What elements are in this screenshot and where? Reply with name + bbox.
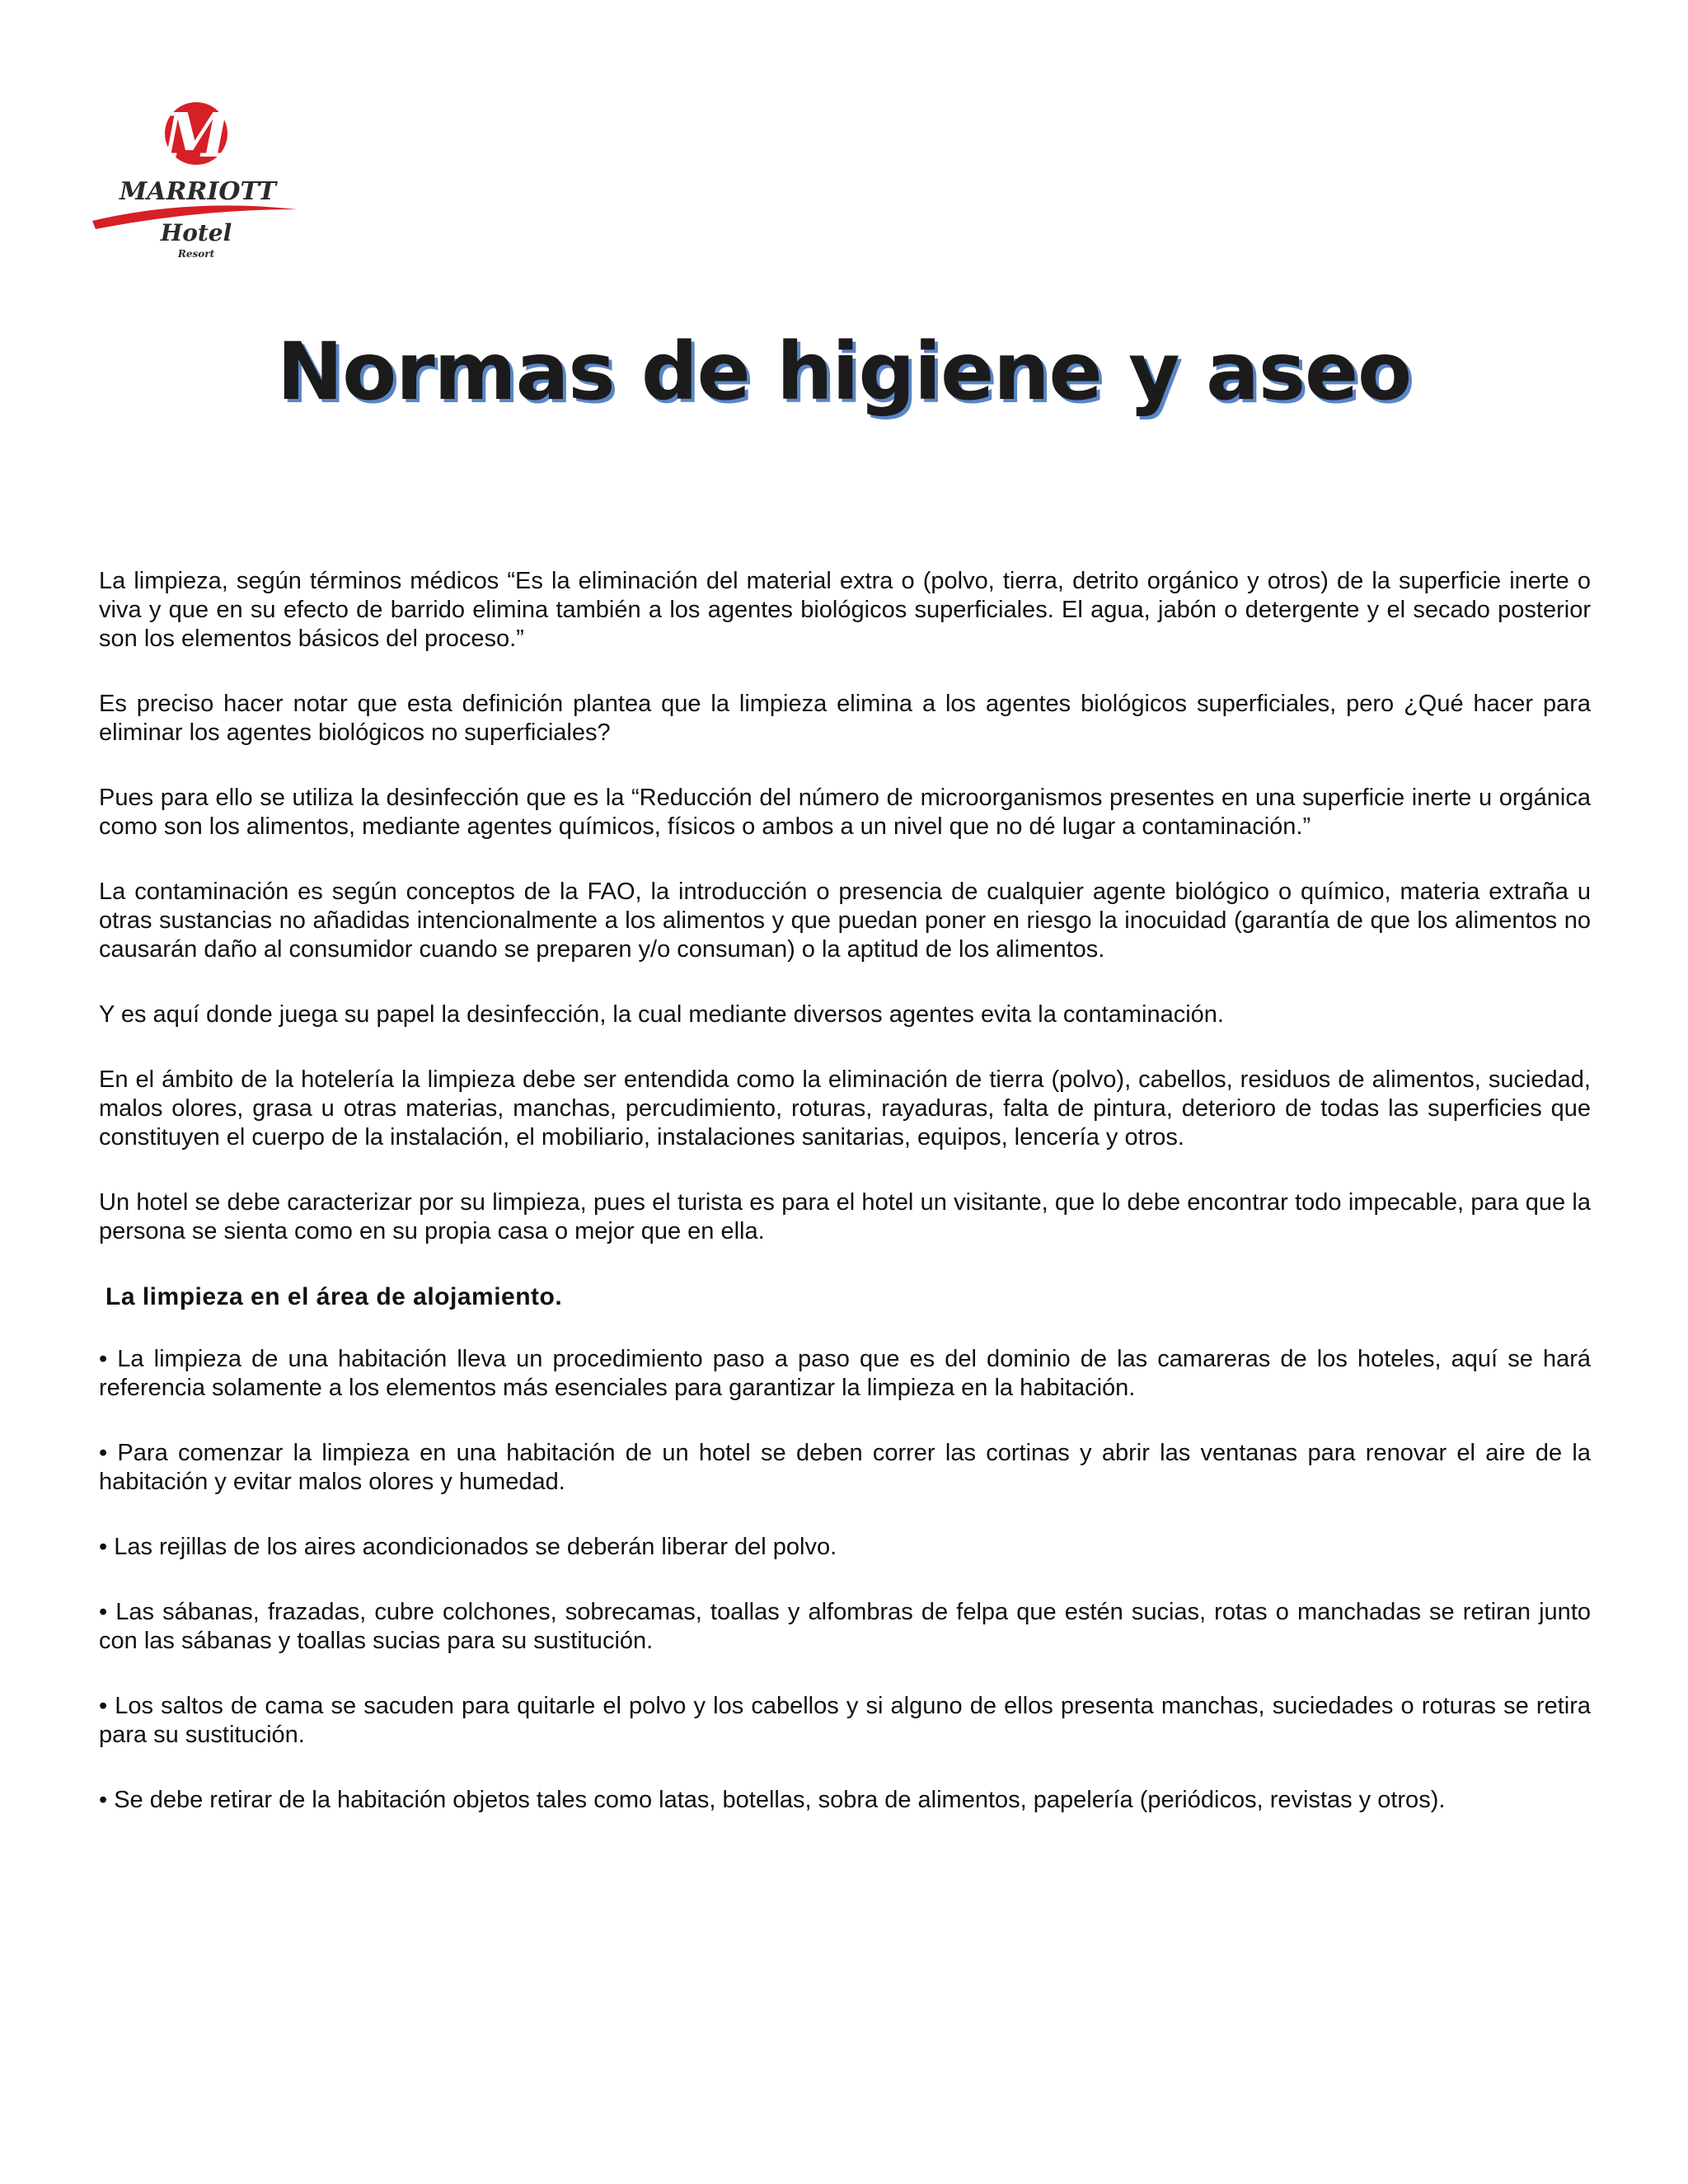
bullet-sabanas: • Las sábanas, frazadas, cubre colchones, sobrecamas, toallas y alfombras de felpa que estén sucias, rotas o manchadas se retiran junto con las sábanas y toallas sucias para su sustitución. [99, 1599, 1591, 1654]
paragraph-papel-desinfeccion: Y es aquí donde juega su papel la desinfección, la cual mediante diversos agentes evita la contaminación. [99, 1001, 1224, 1028]
bullet-cortinas-ventanas: • Para comenzar la limpieza en una habitación de un hotel se deben correr las cortinas y abrir las ventanas para renovar el aire de la habitación y evitar malos olores y humedad. [99, 1440, 1591, 1495]
paragraph-agentes-no-superficiales: Es preciso hacer notar que esta definición plantea que la limpieza elimina a los agentes biológicos superficiales, pero ¿Qué hacer para eliminar los agentes biológicos no superficiales? [99, 691, 1591, 746]
paragraph-hotel-limpieza: Un hotel se debe caracterizar por su limpieza, pues el turista es para el hotel un visitante, que lo debe encontrar todo impecable, para que la persona se sienta como en su propia casa o mejor que en ella. [99, 1189, 1591, 1244]
paragraph-hoteleria: En el ámbito de la hotelería la limpieza debe ser entendida como la eliminación de tierra (polvo), cabellos, residuos de alimentos, suciedad, malos olores, grasa u otras materias, manchas, percudimiento, roturas, rayaduras, falta de pintura, deterioro de todas las superficies que constituyen el cuerpo de la instalación, el mobiliario, instalaciones sanitarias, equipos, lencería y otros. [99, 1066, 1591, 1151]
paragraph-contaminacion: La contaminación es según conceptos de la FAO, la introducción o presencia de cualquier agente biológico o químico, materia extraña u otras sustancias no añadidas intencionalmente a los alimentos y que puedan poner en riesgo la inocuidad (garantía de que los alimentos no causarán daño al consumidor cuando se preparen y/o consuman) o la aptitud de los alimentos. [99, 879, 1591, 963]
logo-name: MARRIOTT [119, 177, 277, 206]
section-heading: La limpieza en el área de alojamiento. [106, 1283, 563, 1310]
marriott-logo [91, 99, 305, 280]
logo-emblem-letter: M [162, 101, 230, 171]
logo-resort: Resort [177, 248, 215, 260]
bullet-retirar-objetos: • Se debe retirar de la habitación objetos tales como latas, botellas, sobra de alimentos, papelería (periódicos, revistas y otros). [99, 1787, 1446, 1813]
bullet-procedimiento: • La limpieza de una habitación lleva un procedimiento paso a paso que es del dominio de las camareras de los hoteles, aquí se hará referencia solamente a los elementos más esenciales para garantizar la limpieza en la habitación. [99, 1346, 1591, 1401]
paragraph-limpieza-definicion: La limpieza, según términos médicos “Es la eliminación del material extra o (polvo, tierra, detrito orgánico y otros) de la superficie inerte o viva y que en su efecto de barrido elimina también a los agentes biológicos superficiales. El agua, jabón o detergente y el secado posterior son los elementos básicos del proceso.” [99, 568, 1591, 652]
paragraph-desinfeccion: Pues para ello se utiliza la desinfección que es la “Reducción del número de microorganismos presentes en una superficie inerte u orgánica como son los alimentos, mediante agentes químicos, físicos o ambos a un nivel que no dé lugar a contaminación.” [99, 785, 1591, 840]
bullet-rejillas: • Las rejillas de los aires acondicionados se deberán liberar del polvo. [99, 1534, 837, 1560]
logo-hotel: Hotel [160, 219, 232, 246]
page-title: Normas de higiene y aseo [276, 326, 1412, 418]
document-body [99, 567, 1591, 1851]
bullet-saltos-de-cama: • Los saltos de cama se sacuden para quitarle el polvo y los cabellos y si alguno de ellos presenta manchas, suciedades o roturas se retira para su sustitución. [99, 1693, 1591, 1748]
